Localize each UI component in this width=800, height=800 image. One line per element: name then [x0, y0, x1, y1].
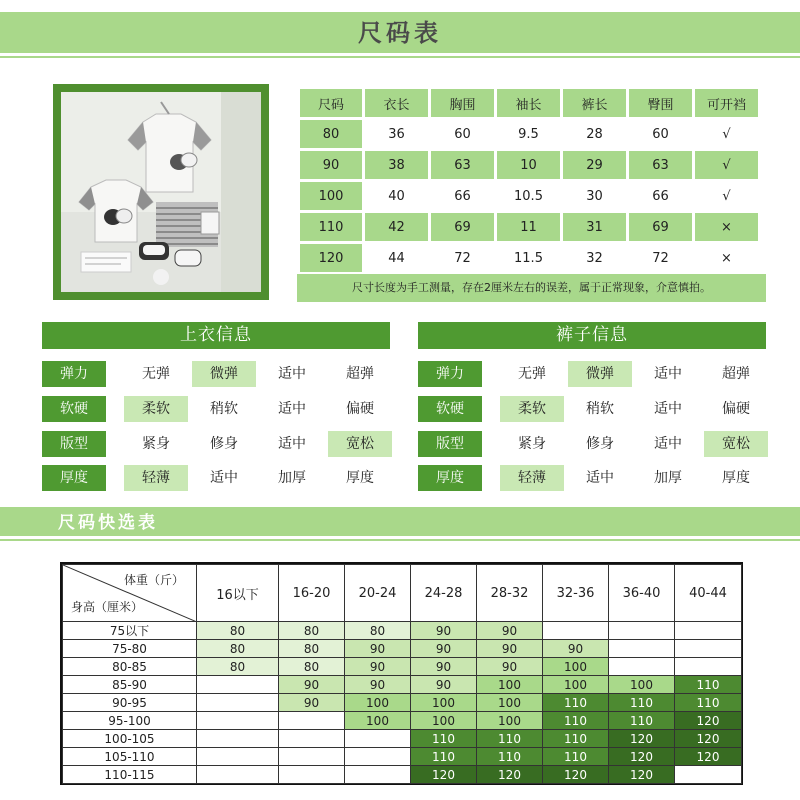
recommended-size-cell [609, 640, 675, 658]
recommended-size-cell: 80 [345, 622, 411, 640]
product-photo [53, 84, 269, 300]
pants-attr-label: 弹力 [418, 361, 482, 387]
recommended-size-cell [197, 712, 279, 730]
pants-attr-option: 厚度 [722, 470, 750, 486]
size-cell: 66 [629, 182, 692, 210]
recommended-size-cell [279, 730, 345, 748]
size-cell: 110 [300, 213, 362, 241]
quick-row [63, 658, 742, 676]
pants-attr-label: 厚度 [418, 465, 482, 491]
weight-label: 体重（斤） [123, 573, 184, 587]
pants-attr-label: 软硬 [418, 396, 482, 422]
recommended-size-cell: 90 [477, 640, 543, 658]
kids-outfit-illustration [61, 92, 261, 292]
recommended-size-cell [279, 712, 345, 730]
recommended-size-cell: 90 [477, 658, 543, 676]
pants-attr-row [418, 465, 768, 491]
size-cell: 40 [365, 182, 428, 210]
height-range-cell: 80-85 [63, 658, 197, 676]
recommended-size-cell: 120 [675, 712, 742, 730]
recommended-size-cell [197, 730, 279, 748]
size-header-cell: 裤长 [563, 89, 626, 117]
recommended-size-cell: 90 [477, 622, 543, 640]
weight-range-header: 36-40 [609, 565, 675, 622]
quick-row [63, 766, 742, 784]
height-range-cell: 75以下 [63, 622, 197, 640]
size-cell: 11 [497, 213, 560, 241]
weight-range-header: 40-44 [675, 565, 742, 622]
height-range-cell: 95-100 [63, 712, 197, 730]
top-attr-option: 超弹 [346, 366, 374, 382]
quick-corner-cell [63, 565, 197, 622]
recommended-size-cell [197, 766, 279, 784]
size-cell: √ [695, 151, 758, 179]
recommended-size-cell: 120 [609, 766, 675, 784]
recommended-size-cell: 120 [477, 766, 543, 784]
size-cell: × [695, 213, 758, 241]
weight-range-header: 32-36 [543, 565, 609, 622]
weight-range-header: 24-28 [411, 565, 477, 622]
size-cell: 90 [300, 151, 362, 179]
size-cell: 38 [365, 151, 428, 179]
pants-attr-row [418, 361, 768, 387]
quick-row [63, 676, 742, 694]
recommended-size-cell: 100 [543, 658, 609, 676]
recommended-size-cell [675, 640, 742, 658]
size-cell: √ [695, 120, 758, 148]
top-attr-option: 紧身 [142, 436, 170, 452]
recommended-size-cell: 90 [345, 676, 411, 694]
size-cell: 66 [431, 182, 494, 210]
top-attr-option-selected: 柔软 [124, 396, 188, 422]
pants-attr-label: 版型 [418, 431, 482, 457]
pants-attr-option: 适中 [654, 366, 682, 382]
recommended-size-cell [609, 658, 675, 676]
recommended-size-cell [197, 748, 279, 766]
pants-attr-option-selected: 微弹 [568, 361, 632, 387]
top-attr-option: 适中 [210, 470, 238, 486]
recommended-size-cell: 100 [345, 694, 411, 712]
top-attr-option: 适中 [278, 366, 306, 382]
recommended-size-cell [345, 730, 411, 748]
size-cell: 60 [629, 120, 692, 148]
recommended-size-cell: 110 [675, 676, 742, 694]
recommended-size-cell: 110 [411, 730, 477, 748]
recommended-size-cell: 100 [543, 676, 609, 694]
recommended-size-cell: 90 [345, 640, 411, 658]
recommended-size-cell: 120 [609, 730, 675, 748]
top-attr-option-selected: 轻薄 [124, 465, 188, 491]
size-cell: 31 [563, 213, 626, 241]
recommended-size-cell: 120 [411, 766, 477, 784]
top-attr-row [42, 431, 392, 457]
size-cell: 32 [563, 244, 626, 272]
quick-header-row [63, 565, 742, 622]
top-attr-option: 修身 [210, 436, 238, 452]
quick-row [63, 730, 742, 748]
size-header-cell: 臀围 [629, 89, 692, 117]
pants-attr-option: 紧身 [518, 436, 546, 452]
quick-row [63, 748, 742, 766]
recommended-size-cell [609, 622, 675, 640]
top-attr-label: 软硬 [42, 396, 106, 422]
weight-range-header: 20-24 [345, 565, 411, 622]
recommended-size-cell: 100 [609, 676, 675, 694]
size-cell: 30 [563, 182, 626, 210]
quick-row [63, 622, 742, 640]
recommended-size-cell: 80 [197, 658, 279, 676]
height-range-cell: 100-105 [63, 730, 197, 748]
recommended-size-cell: 90 [279, 694, 345, 712]
size-note: 尺寸长度为手工测量，存在2厘米左右的误差，属于正常现象，介意慎拍。 [297, 274, 766, 302]
top-attr-option: 无弹 [142, 366, 170, 382]
recommended-size-cell [675, 766, 742, 784]
size-cell: 63 [629, 151, 692, 179]
recommended-size-cell: 90 [543, 640, 609, 658]
size-cell: 80 [300, 120, 362, 148]
pants-attr-option-selected: 柔软 [500, 396, 564, 422]
size-cell: 69 [431, 213, 494, 241]
recommended-size-cell [675, 658, 742, 676]
height-range-cell: 90-95 [63, 694, 197, 712]
height-range-cell: 110-115 [63, 766, 197, 784]
pants-attr-option: 稍软 [586, 401, 614, 417]
recommended-size-cell: 110 [543, 712, 609, 730]
pants-attr-row [418, 431, 768, 457]
size-table-row [300, 151, 758, 179]
size-table [297, 86, 761, 275]
top-attr-option-selected: 微弹 [192, 361, 256, 387]
size-table-header [300, 89, 758, 117]
pants-attr-option: 偏硬 [722, 401, 750, 417]
recommended-size-cell [345, 766, 411, 784]
quick-select-table-wrap [60, 562, 743, 785]
top-attr-option: 厚度 [346, 470, 374, 486]
recommended-size-cell: 120 [675, 748, 742, 766]
page-title: 尺码表 [358, 19, 442, 47]
recommended-size-cell [675, 622, 742, 640]
top-attr-option: 适中 [278, 436, 306, 452]
recommended-size-cell: 100 [477, 694, 543, 712]
size-cell: 10.5 [497, 182, 560, 210]
size-table-row [300, 120, 758, 148]
pants-attr-option: 适中 [654, 436, 682, 452]
size-cell: 42 [365, 213, 428, 241]
size-cell: 10 [497, 151, 560, 179]
size-cell: 9.5 [497, 120, 560, 148]
height-range-cell: 75-80 [63, 640, 197, 658]
top-attr-option: 适中 [278, 401, 306, 417]
recommended-size-cell: 110 [477, 748, 543, 766]
top-attr-option: 稍软 [210, 401, 238, 417]
top-attr-label: 版型 [42, 431, 106, 457]
recommended-size-cell: 80 [197, 622, 279, 640]
weight-range-header: 16以下 [197, 565, 279, 622]
recommended-size-cell: 90 [411, 676, 477, 694]
weight-range-header: 16-20 [279, 565, 345, 622]
size-cell: 44 [365, 244, 428, 272]
recommended-size-cell: 110 [543, 730, 609, 748]
recommended-size-cell [543, 622, 609, 640]
recommended-size-cell: 90 [345, 658, 411, 676]
title-band [0, 12, 800, 58]
size-cell: 72 [431, 244, 494, 272]
pants-attr-option: 修身 [586, 436, 614, 452]
recommended-size-cell [279, 748, 345, 766]
recommended-size-cell: 80 [279, 658, 345, 676]
recommended-size-cell: 100 [477, 676, 543, 694]
recommended-size-cell: 90 [411, 622, 477, 640]
recommended-size-cell: 120 [543, 766, 609, 784]
recommended-size-cell: 90 [279, 676, 345, 694]
size-cell: 100 [300, 182, 362, 210]
height-range-cell: 85-90 [63, 676, 197, 694]
recommended-size-cell: 80 [279, 640, 345, 658]
recommended-size-cell: 80 [197, 640, 279, 658]
pants-attr-option: 适中 [654, 401, 682, 417]
quick-select-table [62, 564, 742, 784]
height-range-cell: 105-110 [63, 748, 197, 766]
top-attr-row [42, 465, 392, 491]
quick-row [63, 694, 742, 712]
size-header-cell: 胸围 [431, 89, 494, 117]
recommended-size-cell: 120 [675, 730, 742, 748]
quick-select-band [0, 507, 800, 541]
recommended-size-cell: 120 [609, 748, 675, 766]
size-cell: 11.5 [497, 244, 560, 272]
recommended-size-cell [345, 748, 411, 766]
pants-attr-option: 超弹 [722, 366, 750, 382]
recommended-size-cell: 110 [477, 730, 543, 748]
recommended-size-cell: 100 [411, 712, 477, 730]
size-table-row [300, 213, 758, 241]
recommended-size-cell: 110 [543, 748, 609, 766]
size-cell: × [695, 244, 758, 272]
recommended-size-cell: 110 [609, 694, 675, 712]
size-cell: 36 [365, 120, 428, 148]
top-attr-option: 偏硬 [346, 401, 374, 417]
recommended-size-cell: 110 [543, 694, 609, 712]
weight-range-header: 28-32 [477, 565, 543, 622]
top-attr-label: 厚度 [42, 465, 106, 491]
pants-attr-option-selected: 宽松 [704, 431, 768, 457]
top-attr-row [42, 361, 392, 387]
recommended-size-cell: 100 [345, 712, 411, 730]
pants-attr-option-selected: 轻薄 [500, 465, 564, 491]
size-cell: 28 [563, 120, 626, 148]
size-table-row [300, 182, 758, 210]
recommended-size-cell: 100 [411, 694, 477, 712]
top-attr-label: 弹力 [42, 361, 106, 387]
top-attr-option: 加厚 [278, 470, 306, 486]
size-cell: 60 [431, 120, 494, 148]
top-attr-option-selected: 宽松 [328, 431, 392, 457]
size-cell: 72 [629, 244, 692, 272]
top-attr-row [42, 396, 392, 422]
size-cell: 69 [629, 213, 692, 241]
size-header-cell: 衣长 [365, 89, 428, 117]
size-cell: √ [695, 182, 758, 210]
quick-row [63, 712, 742, 730]
pants-info-header: 裤子信息 [418, 322, 766, 349]
size-cell: 29 [563, 151, 626, 179]
size-header-cell: 尺码 [300, 89, 362, 117]
pants-attr-option: 无弹 [518, 366, 546, 382]
recommended-size-cell: 80 [279, 622, 345, 640]
pants-attr-option: 加厚 [654, 470, 682, 486]
recommended-size-cell: 110 [411, 748, 477, 766]
quick-select-title: 尺码快选表 [58, 513, 158, 533]
pants-attr-option: 适中 [586, 470, 614, 486]
size-table-row [300, 244, 758, 272]
recommended-size-cell: 90 [411, 640, 477, 658]
recommended-size-cell [197, 676, 279, 694]
size-header-cell: 袖长 [497, 89, 560, 117]
recommended-size-cell: 110 [609, 712, 675, 730]
size-cell: 120 [300, 244, 362, 272]
height-label: 身高（厘米） [71, 600, 144, 614]
recommended-size-cell: 110 [675, 694, 742, 712]
top-info-header: 上衣信息 [42, 322, 390, 349]
recommended-size-cell [279, 766, 345, 784]
pants-attr-row [418, 396, 768, 422]
recommended-size-cell: 90 [411, 658, 477, 676]
size-cell: 63 [431, 151, 494, 179]
size-header-cell: 可开裆 [695, 89, 758, 117]
quick-row [63, 640, 742, 658]
recommended-size-cell [197, 694, 279, 712]
recommended-size-cell: 100 [477, 712, 543, 730]
